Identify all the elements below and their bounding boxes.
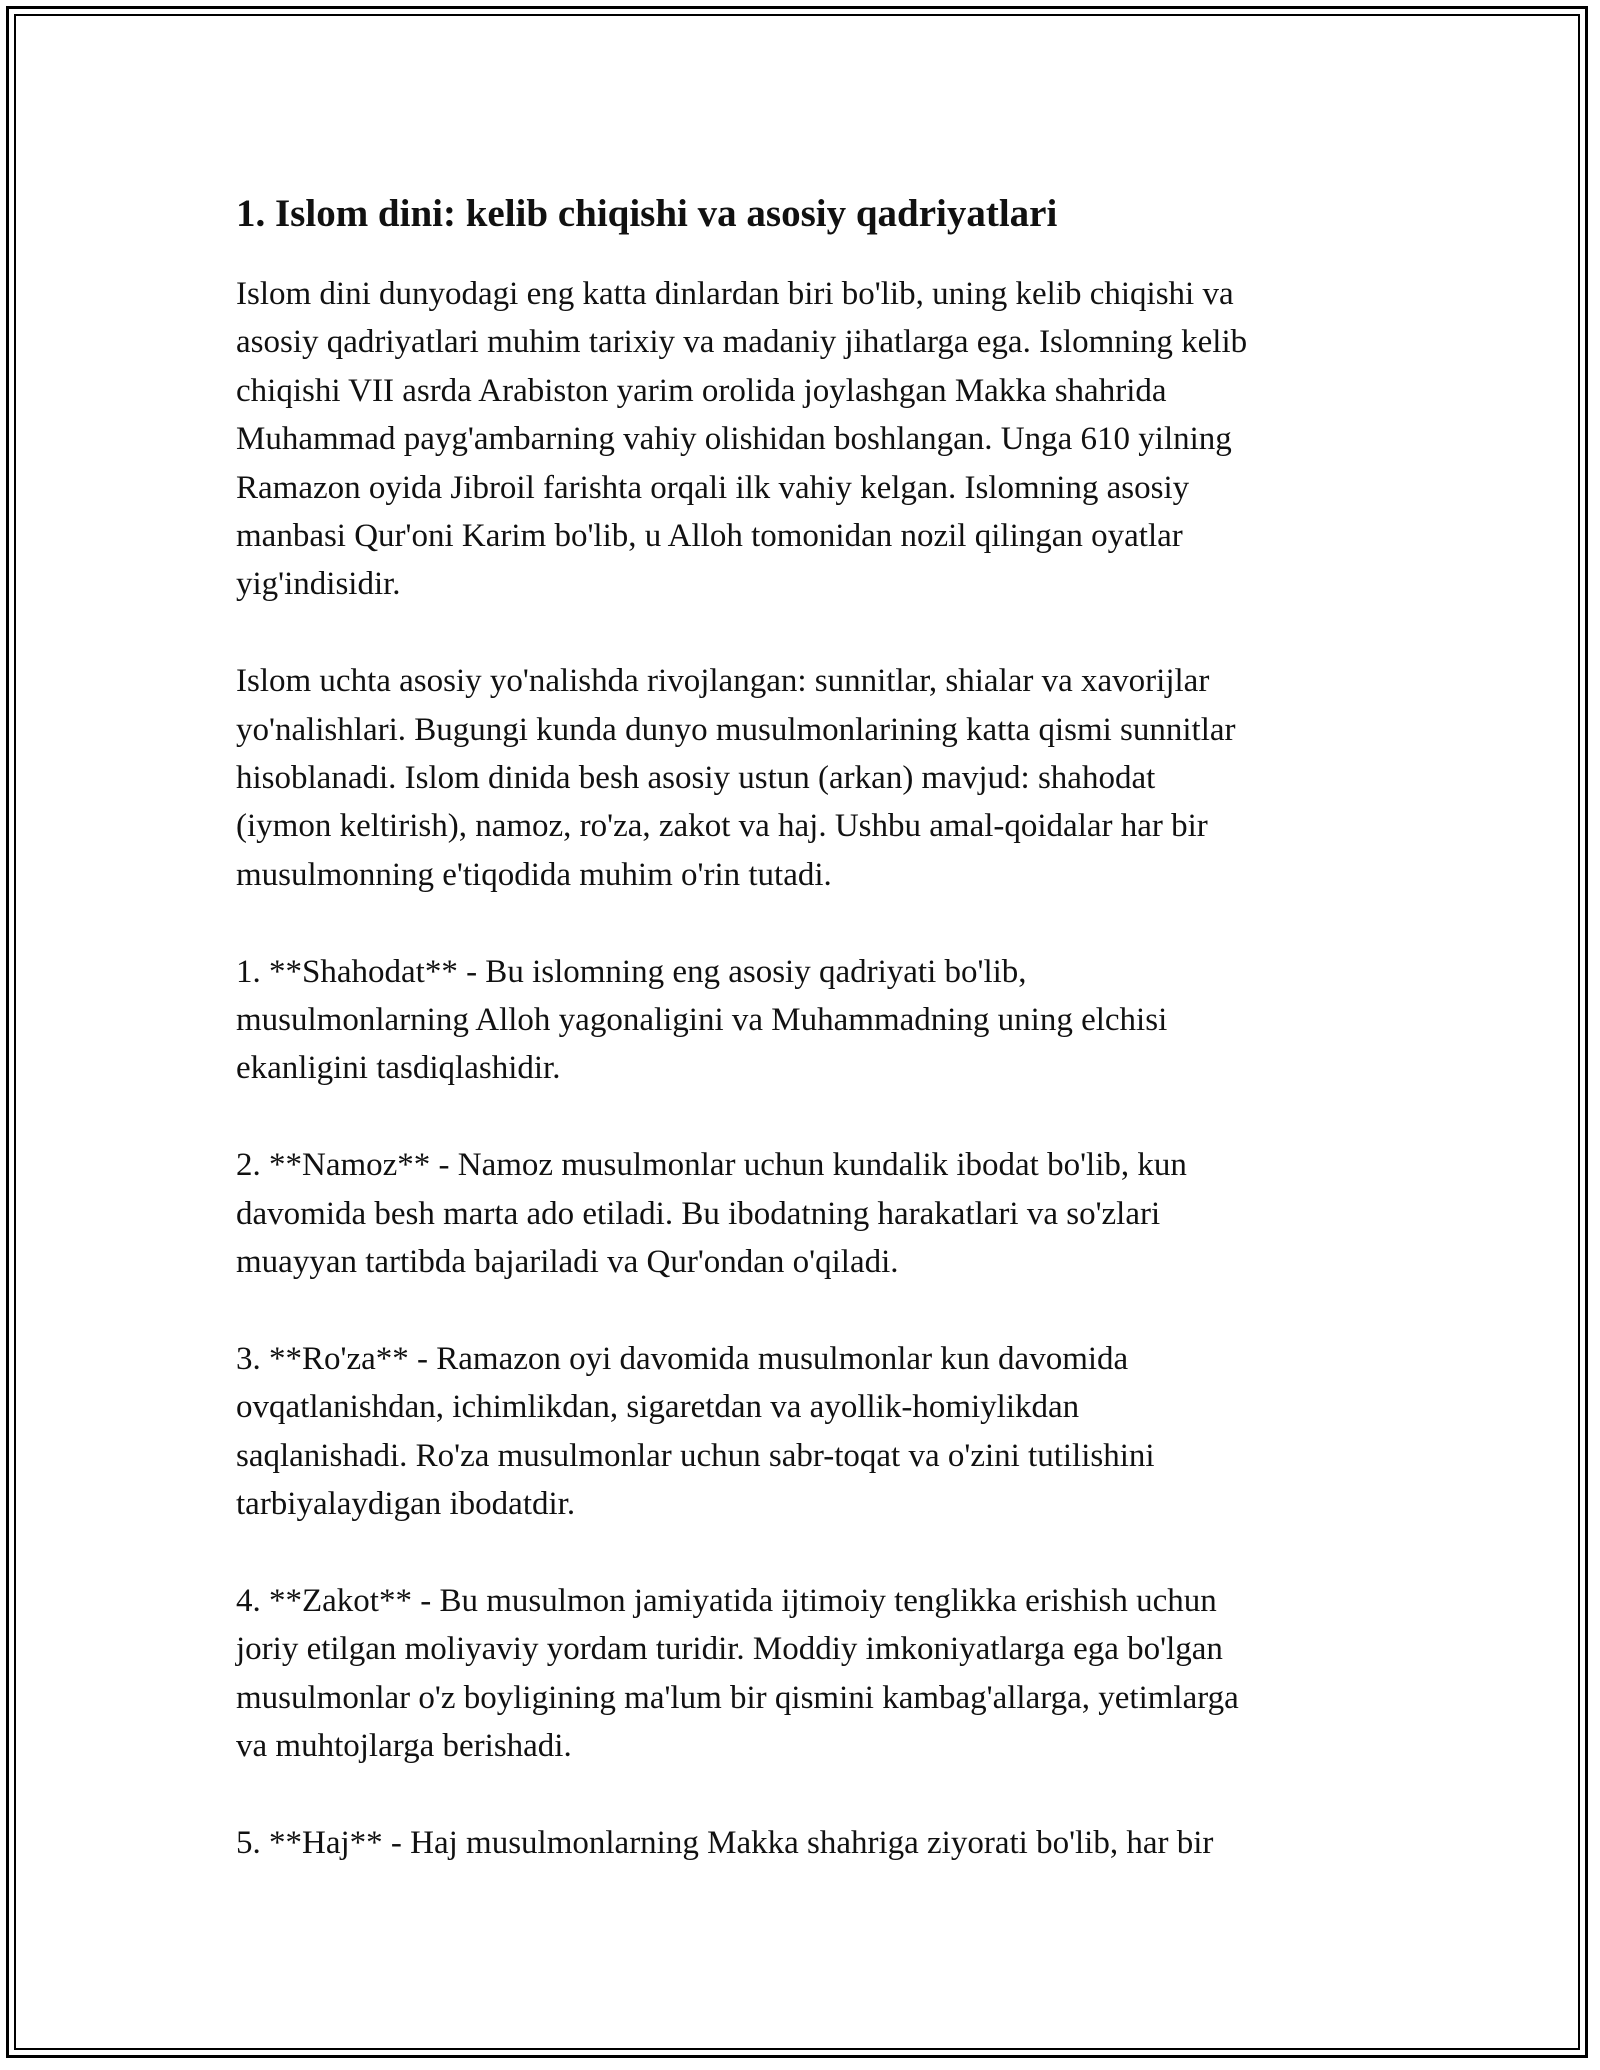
paragraph-intro <box>236 270 1396 609</box>
text-line: 4. **Zakot** - Bu musulmon jamiyatida ijtimoiy tenglikka erishish uchun <box>236 1582 1217 1619</box>
paragraph-directions <box>236 657 1396 899</box>
text-line: musulmonlarning Alloh yagonaligini va Muhammadning uning elchisi <box>236 1002 1168 1039</box>
text-line: 2. **Namoz** - Namoz musulmonlar uchun kundalik ibodat bo'lib, kun <box>236 1147 1187 1184</box>
document-title: 1. Islom dini: kelib chiqishi va asosiy qadriyatlari <box>236 192 1058 235</box>
text-line: chiqishi VII asrda Arabiston yarim orolida joylashgan Makka shahrida <box>236 372 1167 409</box>
document-body <box>236 270 1396 1867</box>
text-line: tarbiyalaydigan ibodatdir. <box>236 1486 576 1523</box>
text-line: muayyan tartibda bajariladi va Qur'ondan o'qiladi. <box>236 1244 899 1281</box>
text-line: musulmonning e'tiqodida muhim o'rin tutadi. <box>236 856 832 893</box>
list-item-zakot <box>236 1577 1396 1771</box>
document-page <box>236 186 1396 1916</box>
text-line: yig'indisidir. <box>236 566 401 603</box>
text-line: yo'nalishlari. Bugungi kunda dunyo musulmonlarining katta qismi sunnitlar <box>236 711 1236 748</box>
text-line: manbasi Qur'oni Karim bo'lib, u Alloh tomonidan nozil qilingan oyatlar <box>236 518 1183 555</box>
list-item-roza <box>236 1335 1396 1529</box>
text-line: va muhtojlarga berishadi. <box>236 1728 572 1765</box>
text-line: 3. **Ro'za** - Ramazon oyi davomida musulmonlar kun davomida <box>236 1340 1129 1377</box>
text-line: joriy etilgan moliyaviy yordam turidir. Moddiy imkoniyatlarga ega bo'lgan <box>236 1631 1223 1668</box>
text-line: musulmonlar o'z boyligining ma'lum bir qismini kambag'allarga, yetimlarga <box>236 1679 1239 1716</box>
text-line: davomida besh marta ado etiladi. Bu ibodatning harakatlari va so'zlari <box>236 1195 1161 1232</box>
text-line: ekanligini tasdiqlashidir. <box>236 1050 561 1087</box>
text-line: ovqatlanishdan, ichimlikdan, sigaretdan va ayollik-homiylikdan <box>236 1389 1080 1426</box>
text-line: asosiy qadriyatlari muhim tarixiy va madaniy jihatlarga ega. Islomning kelib <box>236 324 1248 361</box>
list-item-shahodat <box>236 948 1396 1093</box>
text-line: Ramazon oyida Jibroil farishta orqali ilk vahiy kelgan. Islomning asosiy <box>236 469 1190 506</box>
text-line: hisoblanadi. Islom dinida besh asosiy ustun (arkan) mavjud: shahodat <box>236 760 1156 797</box>
text-line: (iymon keltirish), namoz, ro'za, zakot va haj. Ushbu amal-qoidalar har bir <box>236 808 1208 845</box>
list-item-haj <box>236 1819 1396 1867</box>
text-line: 5. **Haj** - Haj musulmonlarning Makka shahriga ziyorati bo'lib, har bir <box>236 1824 1214 1861</box>
list-item-namoz <box>236 1141 1396 1286</box>
text-line: Islom uchta asosiy yo'nalishda rivojlangan: sunnitlar, shialar va xavorijlar <box>236 663 1210 700</box>
text-line: 1. **Shahodat** - Bu islomning eng asosiy qadriyati bo'lib, <box>236 953 1027 990</box>
text-line: saqlanishadi. Ro'za musulmonlar uchun sabr-toqat va o'zini tutilishini <box>236 1437 1155 1474</box>
text-line: Muhammad payg'ambarning vahiy olishidan boshlangan. Unga 610 yilning <box>236 421 1232 458</box>
text-line: Islom dini dunyodagi eng katta dinlardan biri bo'lib, uning kelib chiqishi va <box>236 276 1234 312</box>
